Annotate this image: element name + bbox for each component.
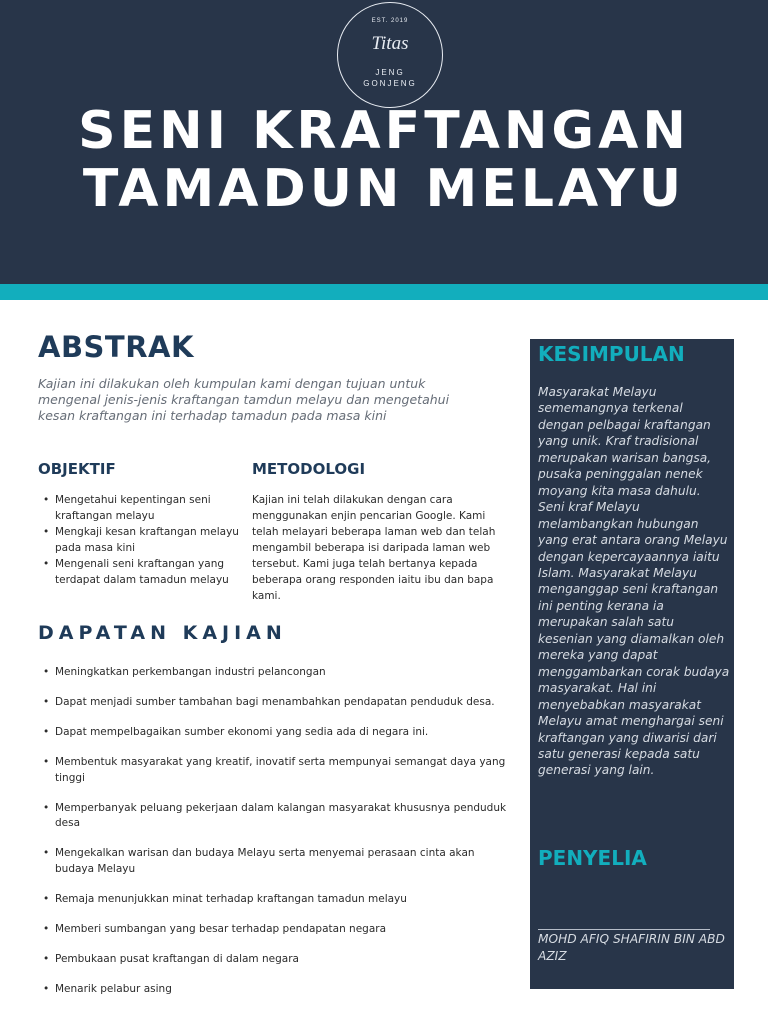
header-banner [0, 0, 768, 284]
accent-bar [0, 284, 768, 300]
abstrak-heading: ABSTRAK [38, 330, 194, 364]
objektif-list [38, 492, 243, 588]
penyelia-heading: PENYELIA [538, 846, 647, 870]
dapatan-item: • Memperbanyak peluang pekerjaan dalam kalangan masyarakat khususnya penduduk desa [38, 801, 508, 832]
title-line-2: TAMADUN MELAYU [82, 159, 686, 219]
kesimpulan-heading: KESIMPULAN [538, 342, 685, 366]
logo-subtitle-line1: JENG [375, 68, 405, 77]
sidebar-panel [530, 339, 734, 989]
penyelia-name: MOHD AFIQ SHAFIRIN BIN ABD AZIZ [538, 932, 725, 963]
kesimpulan-text: Masyarakat Melayu sememangnya terkenal dengan pelbagai kraftangan yang unik. Kraf tradisional merupakan warisan bangsa, pusaka peninggalan nenek moyang kita masa dahulu. Seni kraf Melayu melambangkan hubungan yang erat antara orang Melayu dengan kepercayaannya iaitu Islam. Masyarakat Melayu menganggap seni kraftangan ini penting kerana ia merupakan salah satu kesenian yang diamalkan oleh mereka yang dapat menggambarkan corak budaya masyarakat. Hal ini menyebabkan masyarakat Melayu amat menghargai seni kraftangan yang diwarisi dari satu generasi kepada satu generasi yang lain. [538, 385, 730, 778]
dapatan-heading: DAPATAN KAJIAN [38, 622, 287, 644]
logo-badge [337, 2, 443, 108]
metodologi-heading: METODOLOGI [252, 460, 366, 478]
signature-line [538, 929, 710, 930]
dapatan-item: • Remaja menunjukkan minat terhadap kraftangan tamadun melayu [38, 892, 508, 908]
dapatan-item: • Pembukaan pusat kraftangan di dalam negara [38, 952, 508, 968]
dapatan-list [38, 665, 508, 1012]
dapatan-item: • Dapat menjadi sumber tambahan bagi menambahkan pendapatan penduduk desa. [38, 695, 508, 711]
abstrak-text: Kajian ini dilakukan oleh kumpulan kami dengan tujuan untuk mengenal jenis-jenis kraftangan tamdun melayu dan mengetahui kesan kraftangan ini terhadap tamadun pada masa kini [38, 376, 450, 423]
objektif-heading: OBJEKTIF [38, 460, 116, 478]
page-title [0, 102, 768, 218]
objektif-item: • Mengenali seni kraftangan yang terdapat dalam tamadun melayu [38, 556, 243, 588]
dapatan-item: • Memberi sumbangan yang besar terhadap pendapatan negara [38, 922, 508, 938]
dapatan-item: • Menarik pelabur asing [38, 982, 508, 998]
title-line-1: SENI KRAFTANGAN [78, 101, 690, 161]
dapatan-item: • Dapat mempelbagaikan sumber ekonomi yang sedia ada di negara ini. [38, 725, 508, 741]
dapatan-item: • Mengekalkan warisan dan budaya Melayu serta menyemai perasaan cinta akan budaya Melayu [38, 846, 508, 877]
logo-est-text: EST. 2019 [371, 18, 409, 24]
objektif-item: • Mengetahui kepentingan seni kraftangan melayu [38, 492, 243, 524]
objektif-item: • Mengkaji kesan kraftangan melayu pada masa kini [38, 524, 243, 556]
dapatan-item: • Membentuk masyarakat yang kreatif, inovatif serta mempunyai semangat daya yang tinggi [38, 755, 508, 786]
logo-script-text: Titas [371, 33, 409, 54]
logo-subtitle [338, 67, 442, 89]
dapatan-item: • Meningkatkan perkembangan industri pelancongan [38, 665, 508, 681]
logo-subtitle-line2: GONJENG [363, 79, 417, 88]
metodologi-text: Kajian ini telah dilakukan dengan cara menggunakan enjin pencarian Google. Kami telah melayari beberapa laman web dan telah mengambil beberapa isi daripada laman web tersebut. Kami juga telah bertanya kepada beberapa orang responden iaitu ibu dan bapa kami. [252, 494, 496, 602]
